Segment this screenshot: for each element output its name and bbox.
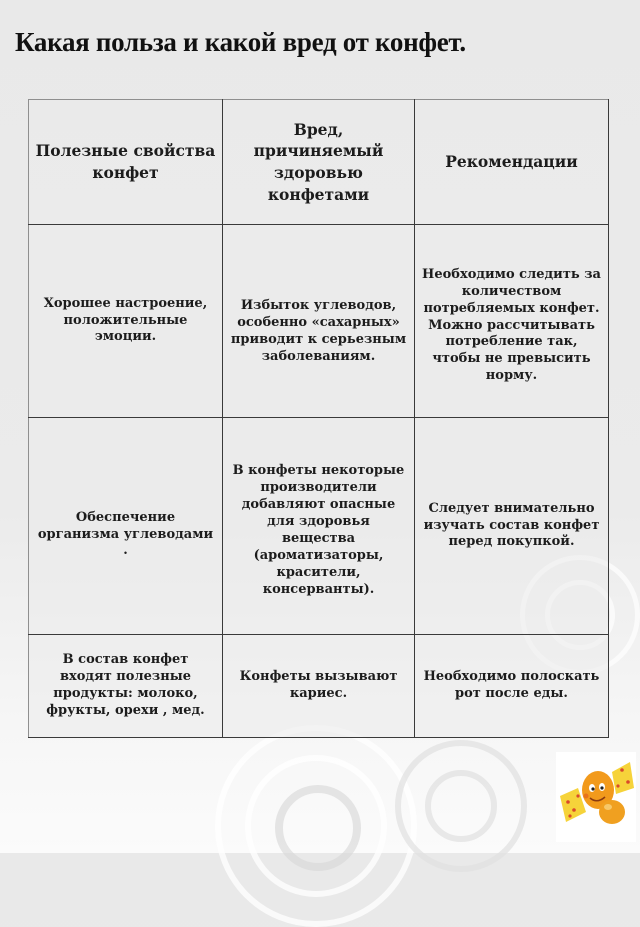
recommendation-cell: Необходимо следить за количеством потребляемых конфет. Можно рассчитывать потребление так, чтобы не превысить норму. [415, 225, 609, 418]
column-header-benefits: Полезные свойства конфет [29, 100, 223, 225]
column-header-recommendations: Рекомендации [415, 100, 609, 225]
recommendation-cell: Необходимо полоскать рот после еды. [415, 635, 609, 738]
benefit-cell: Хорошее настроение, положительные эмоции. [29, 225, 223, 418]
harm-cell: Конфеты вызывают кариес. [223, 635, 415, 738]
decorative-ring [215, 725, 417, 927]
benefit-harm-table [28, 99, 609, 738]
table-row [29, 418, 609, 635]
table-header-row [29, 100, 609, 225]
decorative-ring [425, 770, 497, 842]
decorative-ring [275, 785, 361, 871]
recommendation-cell: Следует внимательно изучать состав конфет перед покупкой. [415, 418, 609, 635]
harm-cell: В конфеты некоторые производители добавляют опасные для здоровья вещества (ароматизаторы, красители, консерванты). [223, 418, 415, 635]
decorative-ring [245, 755, 387, 897]
candy-icon [556, 752, 636, 842]
benefit-harm-table-container [28, 99, 608, 737]
harm-cell: Избыток углеводов, особенно «сахарных» приводит к серьезным заболеваниям. [223, 225, 415, 418]
slide-title: Какая польза и какой вред от конфет. [15, 27, 466, 57]
table-row [29, 225, 609, 418]
benefit-cell: В состав конфет входят полезные продукты: молоко, фрукты, орехи , мед. [29, 635, 223, 738]
decorative-ring [395, 740, 527, 872]
benefit-cell: Обеспечение организма углеводами . [29, 418, 223, 635]
table-row [29, 635, 609, 738]
column-header-harm: Вред, причиняемый здоровью конфетами [223, 100, 415, 225]
